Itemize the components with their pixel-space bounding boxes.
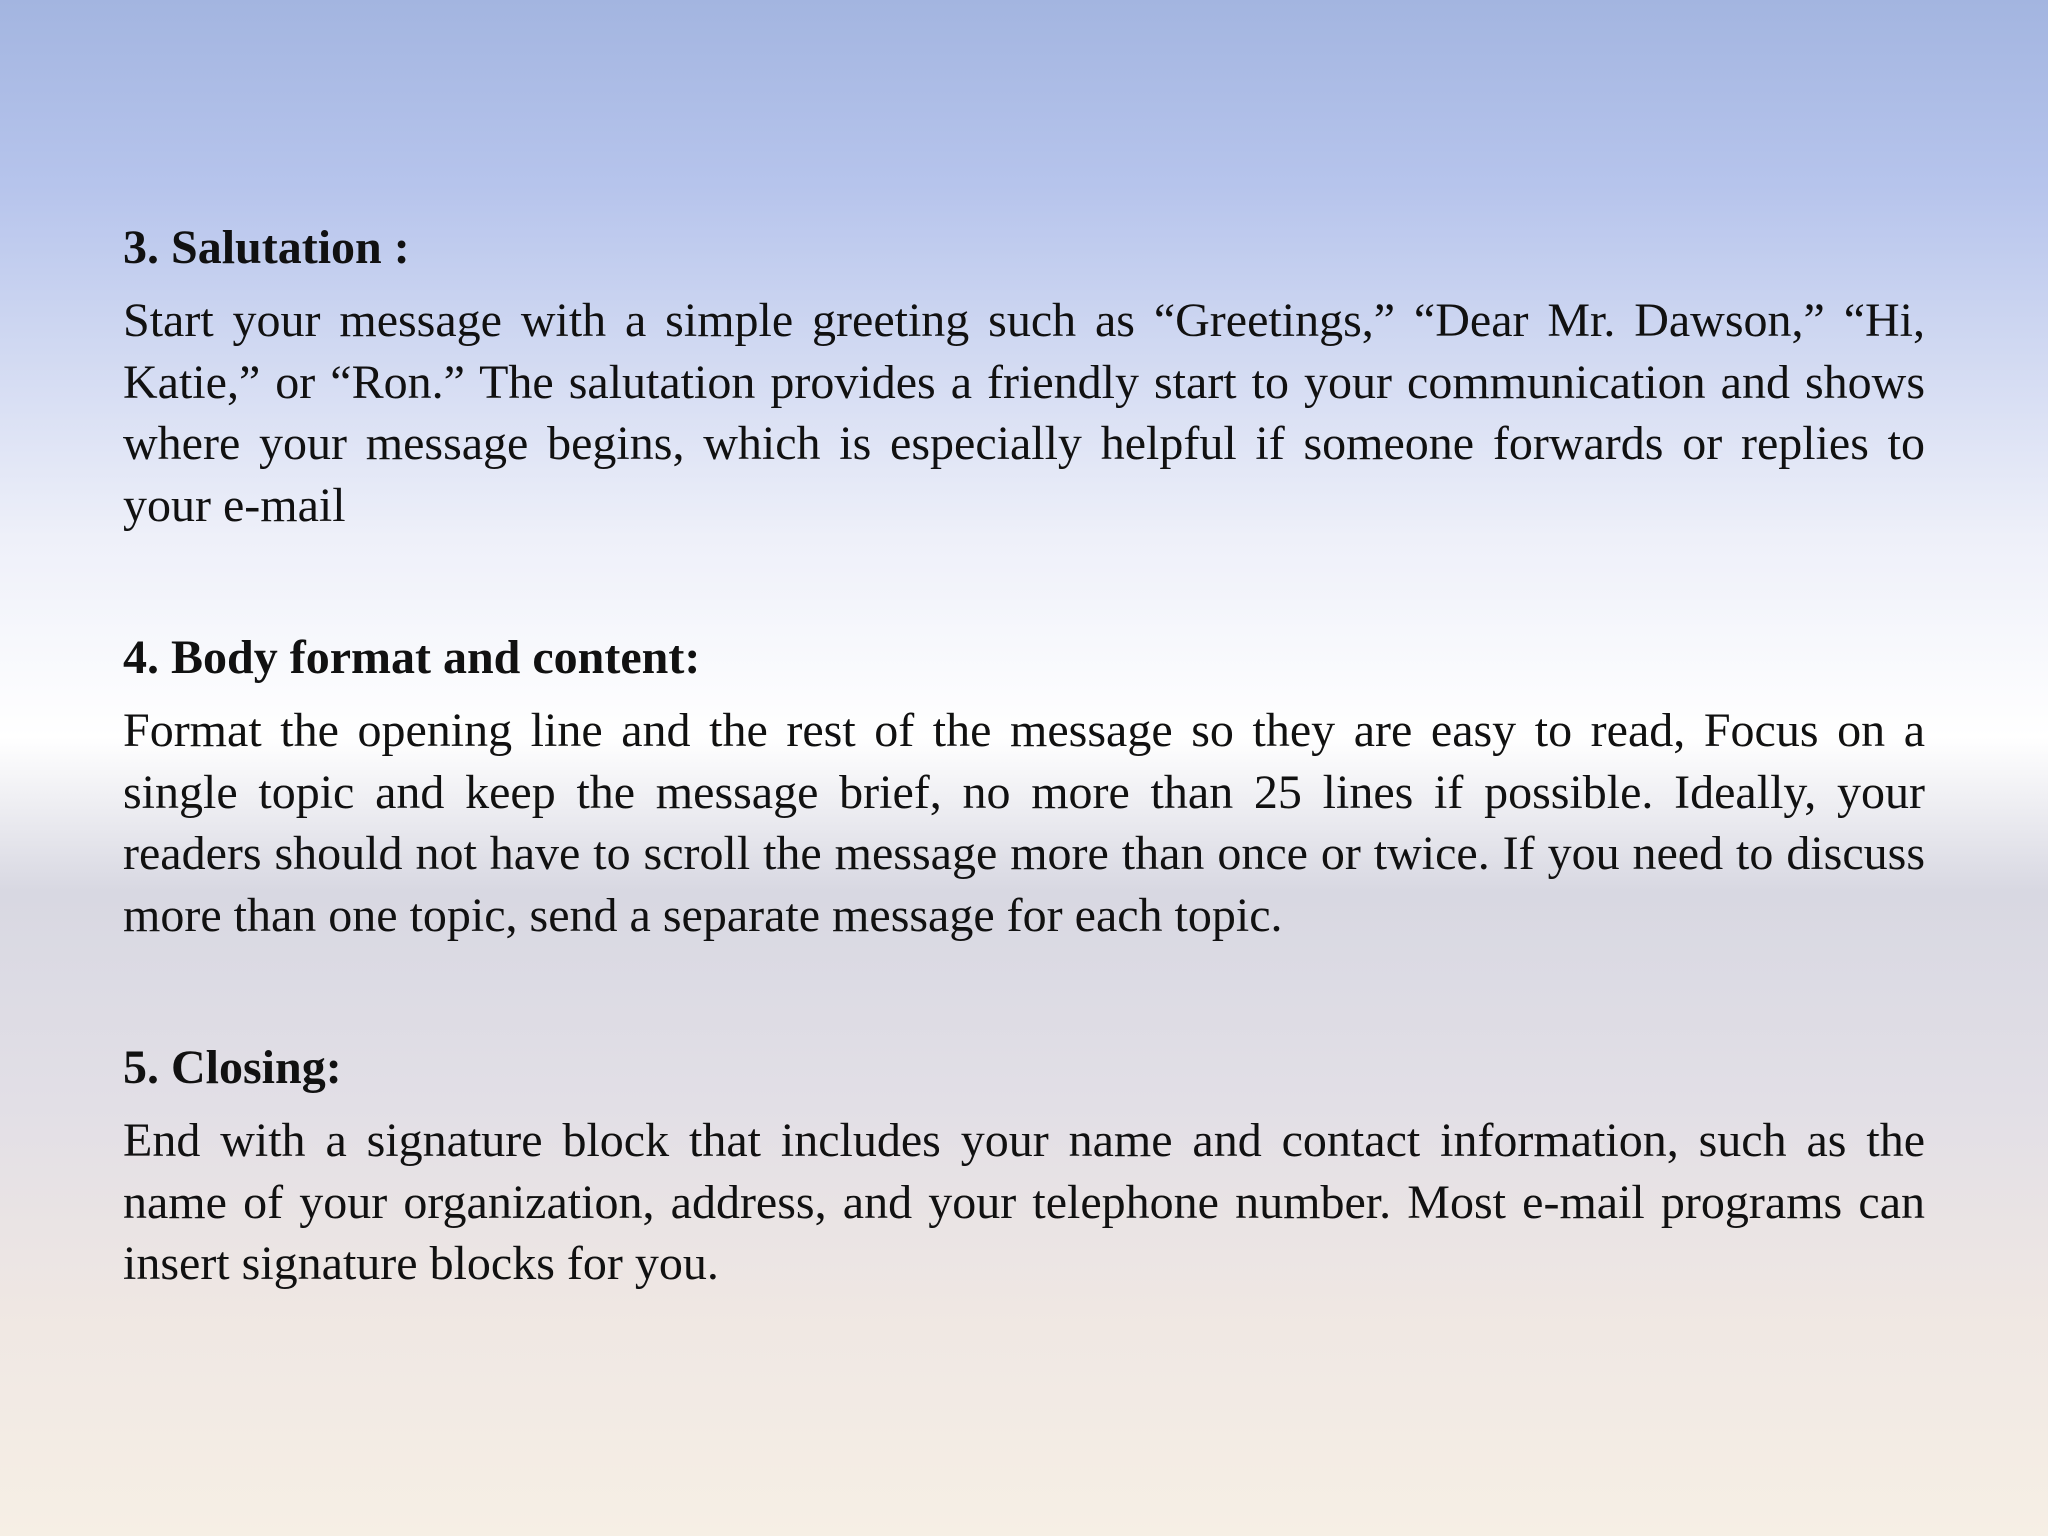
slide-content [123,218,1925,1295]
section-heading: 5. Closing: [123,1041,342,1094]
section-heading: 3. Salutation : [123,221,410,274]
section-paragraph: Format the opening line and the rest of the message so they are easy to read, Focus on a single topic and keep the message brief, no more than 25 lines if possible. Ideally, your readers should not have to scroll the message more than once or twice. If you need to discuss more than one topic, send a separate message for each topic. [123,704,1925,942]
section-salutation [123,218,1925,536]
section-heading: 4. Body format and content: [123,631,701,684]
section-closing [123,1038,1925,1295]
section-body-format [123,628,1925,946]
section-paragraph: End with a signature block that includes your name and contact information, such as the name of your organization, address, and your telephone number. Most e-mail programs can insert signature blocks for you. [123,1114,1925,1290]
section-paragraph: Start your message with a simple greeting such as “Greetings,” “Dear Mr. Dawson,” “Hi, Katie,” or “Ron.” The salutation provides a friendly start to your communication and shows where your message begins, which is especially helpful if someone forwards or replies to your e-mail [123,294,1925,532]
